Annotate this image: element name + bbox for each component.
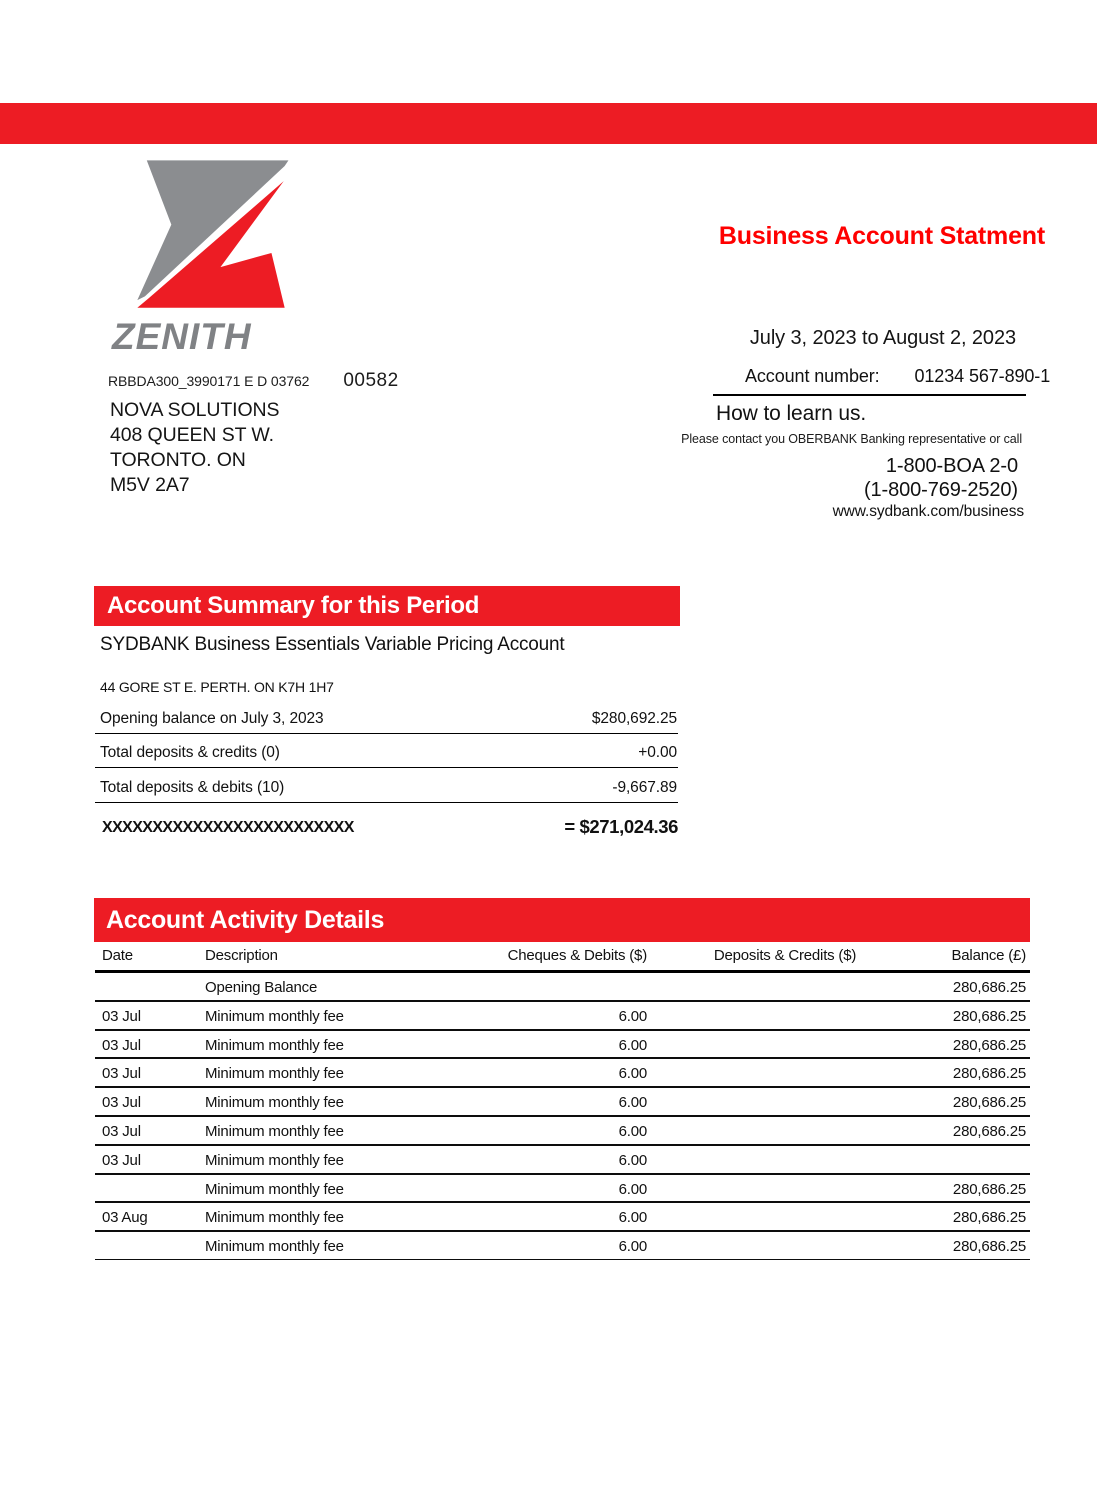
summary-row-value: $280,692.25 <box>591 710 677 727</box>
table-row <box>95 1059 1030 1088</box>
summary-row <box>95 768 678 803</box>
table-row <box>95 1203 1030 1232</box>
recipient-line: M5V 2A7 <box>110 474 190 496</box>
summary-row-label: Total deposits & credits (0) <box>100 744 280 761</box>
cell-date: 03 Jul <box>102 1122 141 1140</box>
statement-period: July 3, 2023 to August 2, 2023 <box>749 327 1016 349</box>
table-row <box>95 1146 1030 1175</box>
top-red-bar <box>0 103 1097 144</box>
cell-balance: 280,686.25 <box>952 1209 1026 1227</box>
column-header-credits: Deposits & Credits ($) <box>713 947 857 964</box>
column-header-balance: Balance (£) <box>951 947 1026 964</box>
cell-balance: 280,686.25 <box>952 1122 1026 1140</box>
table-row <box>95 1232 1030 1260</box>
table-row <box>95 1117 1030 1146</box>
recipient-line: NOVA SOLUTIONS <box>110 399 280 421</box>
masked-account-label: XXXXXXXXXXXXXXXXXXXXXXXXX <box>102 819 354 836</box>
summary-closing-row <box>95 803 678 849</box>
column-header-date: Date <box>102 947 133 964</box>
doc-number: 00582 <box>343 370 399 391</box>
recipient-line: 408 QUEEN ST W. <box>110 424 274 446</box>
cell-balance: 280,686.25 <box>952 1180 1026 1198</box>
cell-description: Minimum monthly fee <box>205 1094 344 1112</box>
cell-debit: 6.00 <box>618 1065 647 1083</box>
phone-line-1: 1-800-BOA 2-0 <box>885 455 1018 477</box>
cell-balance: 280,686.25 <box>952 1036 1026 1054</box>
summary-row-value: -9,667.89 <box>612 779 677 796</box>
closing-balance-value: = $271,024.36 <box>564 816 678 837</box>
reference-line <box>108 370 399 392</box>
column-header-description: Description <box>205 947 278 964</box>
cell-date: 03 Aug <box>102 1209 148 1227</box>
activity-header-row <box>95 942 1030 973</box>
cell-description: Minimum monthly fee <box>205 1209 344 1227</box>
activity-table <box>95 942 1030 1260</box>
activity-section-title: Account Activity Details <box>106 906 385 934</box>
cell-debit: 6.00 <box>618 1180 647 1198</box>
cell-debit: 6.00 <box>618 1151 647 1169</box>
cell-balance: 280,686.25 <box>952 1065 1026 1083</box>
recipient-line: TORONTO. ON <box>110 449 246 471</box>
contact-note: Please contact you OBERBANK Banking representative or call <box>681 432 1022 446</box>
cell-date: 03 Jul <box>102 1065 141 1083</box>
cell-balance: 280,686.25 <box>952 1238 1026 1256</box>
cell-debit: 6.00 <box>618 1094 647 1112</box>
column-header-debits: Cheques & Debits ($) <box>507 947 647 964</box>
table-row <box>95 1088 1030 1117</box>
summary-row-label: Opening balance on July 3, 2023 <box>100 710 324 727</box>
summary-row <box>95 734 678 768</box>
account-number-label: Account number: <box>745 366 880 386</box>
cell-balance: 280,686.25 <box>952 1094 1026 1112</box>
product-name: SYDBANK Business Essentials Variable Pricing Account <box>100 634 565 655</box>
cell-date: 03 Jul <box>102 1007 141 1025</box>
table-row <box>95 1031 1030 1060</box>
summary-section-header <box>94 586 680 626</box>
cell-balance: 280,686.25 <box>952 1007 1026 1025</box>
contact-heading: How to learn us. <box>716 402 867 425</box>
statement-title: Business Account Statment <box>718 222 1045 250</box>
account-number-value: 01234 567-890-1 <box>914 366 1051 386</box>
summary-row-label: Total deposits & debits (10) <box>100 779 285 796</box>
cell-description: Minimum monthly fee <box>205 1065 344 1083</box>
cell-description: Minimum monthly fee <box>205 1180 344 1198</box>
branch-address: 44 GORE ST E. PERTH. ON K7H 1H7 <box>100 679 334 695</box>
cell-balance: 280,686.25 <box>952 979 1026 996</box>
cell-description: Minimum monthly fee <box>205 1151 344 1169</box>
cell-date: 03 Jul <box>102 1151 141 1169</box>
cell-description: Minimum monthly fee <box>205 1036 344 1054</box>
summary-row-value: +0.00 <box>638 744 677 761</box>
phone-line-2: (1-800-769-2520) <box>863 479 1018 501</box>
cell-description: Minimum monthly fee <box>205 1122 344 1140</box>
cell-debit: 6.00 <box>618 1036 647 1054</box>
cell-date: 03 Jul <box>102 1094 141 1112</box>
summary-section-title: Account Summary for this Period <box>107 592 480 619</box>
activity-section-header <box>94 898 1030 942</box>
cell-debit: 6.00 <box>618 1007 647 1025</box>
summary-row <box>95 709 678 734</box>
cell-debit: 6.00 <box>618 1209 647 1227</box>
summary-table <box>95 709 678 849</box>
zenith-logo <box>112 158 302 358</box>
cell-date: 03 Jul <box>102 1036 141 1054</box>
table-row <box>95 1175 1030 1204</box>
website-url: www.sydbank.com/business <box>832 503 1024 520</box>
cell-description: Minimum monthly fee <box>205 1007 344 1025</box>
cell-description: Opening Balance <box>205 979 318 996</box>
cell-description: Minimum monthly fee <box>205 1238 344 1256</box>
cell-debit: 6.00 <box>618 1238 647 1256</box>
table-row <box>95 973 1030 1002</box>
table-row <box>95 1002 1030 1031</box>
cell-debit: 6.00 <box>618 1122 647 1140</box>
zenith-z-icon <box>126 158 296 312</box>
account-number-row <box>713 366 1051 396</box>
zenith-wordmark: ZENITH <box>112 316 252 357</box>
ref-code: RBBDA300_3990171 E D 03762 <box>108 373 310 389</box>
recipient-address <box>110 398 279 498</box>
